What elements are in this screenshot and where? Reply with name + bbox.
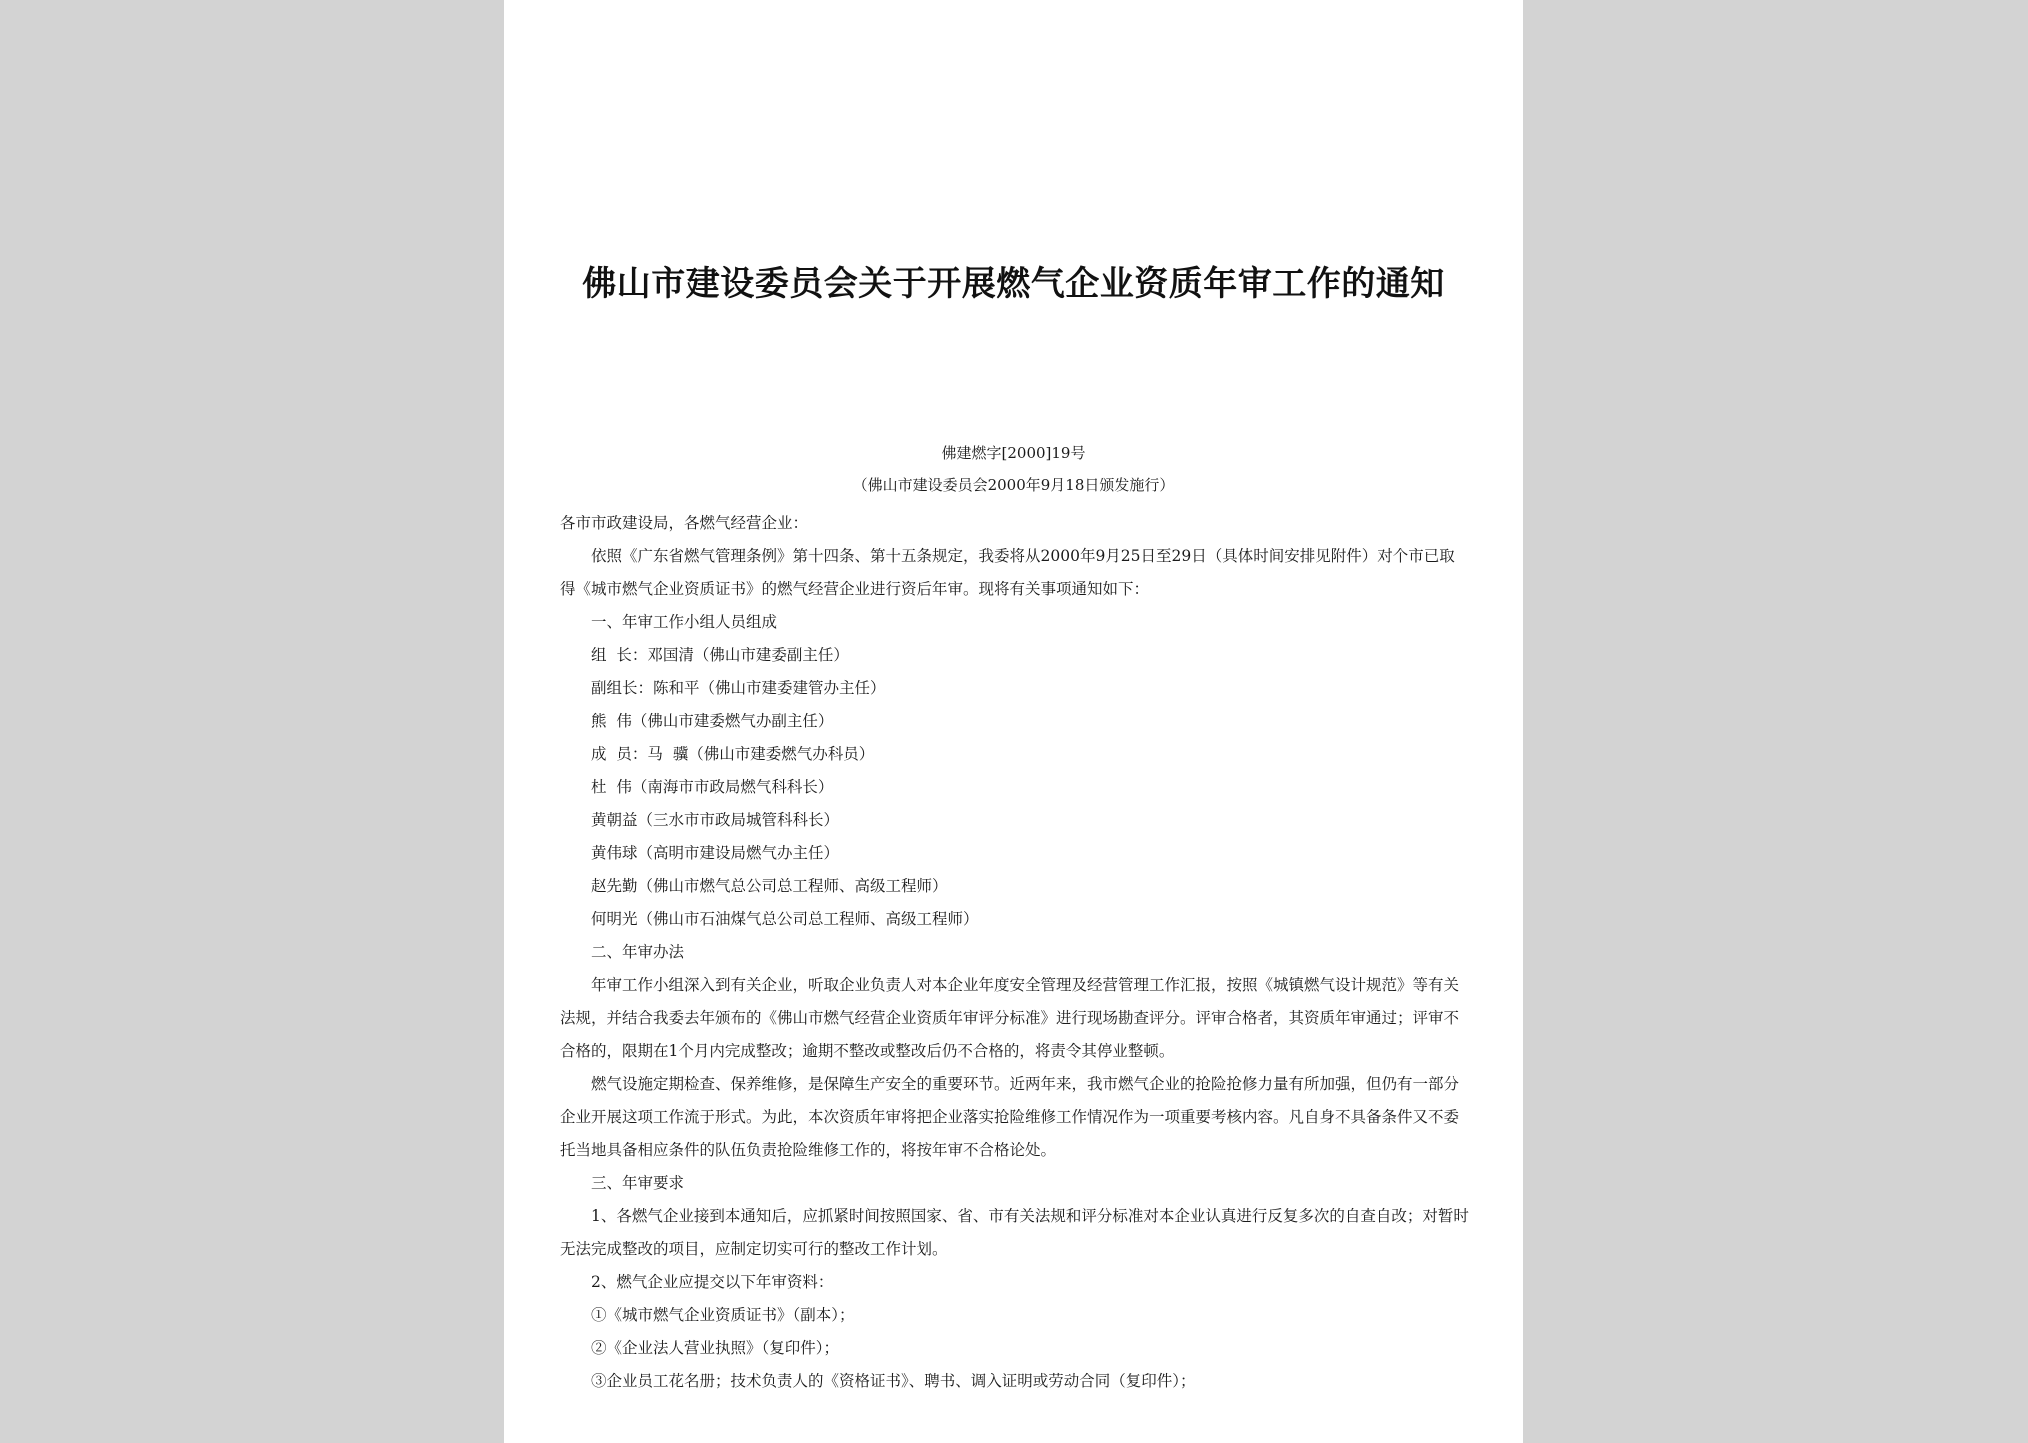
body-paragraph: 燃气设施定期检查、保养维修，是保障生产安全的重要环节。近两年来，我市燃气企业的抢险抢修力量有所加强，但仍有一部分企业开展这项工作流于形式。为此，本次资质年审将把企业落实抢险维修工作情况作为一项重要考核内容。凡自身不具备条件又不委托当地具备相应条件的队伍负责抢险维修工作的，将按年审不合格论处。 [560,1075,1460,1159]
member-line: 组 长：邓国清（佛山市建委副主任） [591,646,849,664]
body-paragraph: 年审工作小组深入到有关企业，听取企业负责人对本企业年度安全管理及经营管理工作汇报，按照《城镇燃气设计规范》等有关法规，并结合我委去年颁布的《佛山市燃气经营企业资质年审评分标准》进行现场勘查评分。评审合格者，其资质年审通过；评审不合格的，限期在1个月内完成整改；逾期不整改或整改后仍不合格的，将责令其停业整顿。 [560,976,1460,1060]
section-heading-3: 三、年审要求 [591,1174,685,1192]
member-line: 杜 伟（南海市市政局燃气科科长） [591,778,834,796]
section-heading-2: 二、年审办法 [591,943,685,961]
document-number: 佛建燃字[2000]19号 [941,444,1086,462]
member-line: 赵先勤（佛山市燃气总公司总工程师、高级工程师） [591,877,948,895]
list-item: ②《企业法人营业执照》（复印件）； [591,1339,840,1357]
body-paragraph: 1、各燃气企业接到本通知后，应抓紧时间按照国家、省、市有关法规和评分标准对本企业认真进行反复多次的自查自改；对暂时无法完成整改的项目，应制定切实可行的整改工作计划。 [560,1207,1469,1258]
intro-paragraph: 依照《广东省燃气管理条例》第十四条、第十五条规定，我委将从2000年9月25日至29日（具体时间安排见附件）对个市已取得《城市燃气企业资质证书》的燃气经营企业进行资后年审。现将有关事项通知如下： [560,547,1455,598]
list-item: ①《城市燃气企业资质证书》（副本）； [591,1306,855,1324]
document-page [504,0,1523,1443]
member-line: 黄朝益（三水市市政局城管科科长） [591,811,840,829]
member-line: 副组长：陈和平（佛山市建委建管办主任） [591,679,886,697]
member-line: 何明光（佛山市石油煤气总公司总工程师、高级工程师） [591,910,979,928]
document-title: 佛山市建设委员会关于开展燃气企业资质年审工作的通知 [582,264,1445,304]
list-item: 2、燃气企业应提交以下年审资料： [591,1273,834,1291]
document-body [560,507,1470,1398]
member-line: 成 员：马 骥（佛山市建委燃气办科员） [591,745,875,763]
salutation: 各市市政建设局，各燃气经营企业： [560,514,809,532]
list-item: ③企业员工花名册；技术负责人的《资格证书》、聘书、调入证明或劳动合同（复印件）； [591,1372,1196,1390]
member-line: 熊 伟（佛山市建委燃气办副主任） [591,712,834,730]
member-line: 黄伟球（高明市建设局燃气办主任） [591,844,840,862]
section-heading-1: 一、年审工作小组人员组成 [591,613,778,631]
issue-note: （佛山市建设委员会2000年9月18日颁发施行） [852,476,1175,494]
